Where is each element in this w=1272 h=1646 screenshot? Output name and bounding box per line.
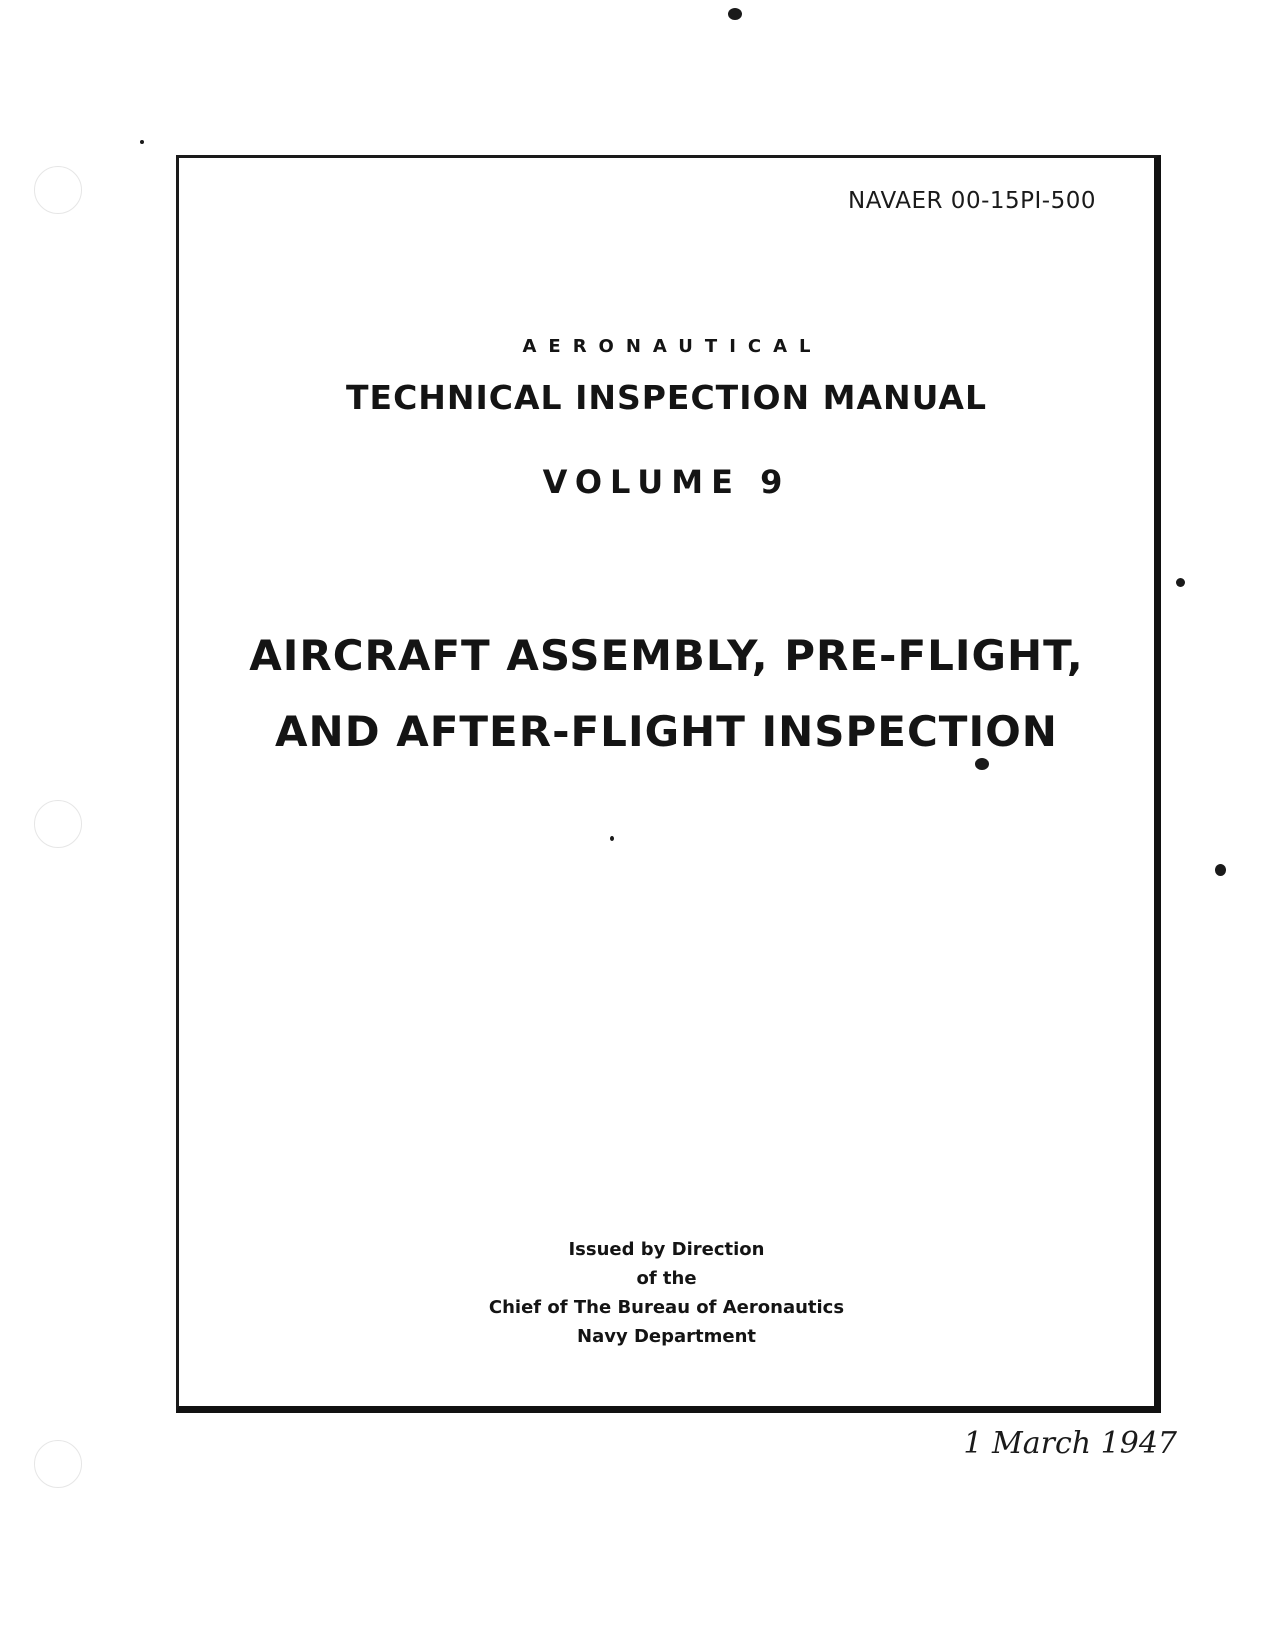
issuing-line: Issued by Direction [568,1239,765,1260]
series-label: AERONAUTICAL [522,336,823,357]
punch-hole-middle [34,800,82,848]
document-number: NAVAER 00-15PI-500 [848,188,1096,214]
speck-mark [728,8,742,20]
subject-title-line-2: AND AFTER-FLIGHT INSPECTION [275,707,1058,756]
subject-title [179,618,1154,770]
volume-label: VOLUME 9 [542,463,791,501]
speck-mark [140,140,144,144]
punch-hole-top [34,166,82,214]
speck-mark [1176,578,1185,587]
punch-hole-bottom [34,1440,82,1488]
issue-date: 1 March 1947 [963,1426,1177,1461]
issuing-line: of the [636,1268,697,1289]
issuing-line: Chief of The Bureau of Aeronautics [488,1297,845,1318]
issuing-authority [179,1235,1154,1351]
speck-mark [1215,864,1226,876]
issuing-line: Navy Department [577,1326,756,1347]
cover-frame [176,155,1161,1413]
subject-title-line-1: AIRCRAFT ASSEMBLY, PRE-FLIGHT, [249,631,1084,680]
manual-title: TECHNICAL INSPECTION MANUAL [346,378,987,417]
